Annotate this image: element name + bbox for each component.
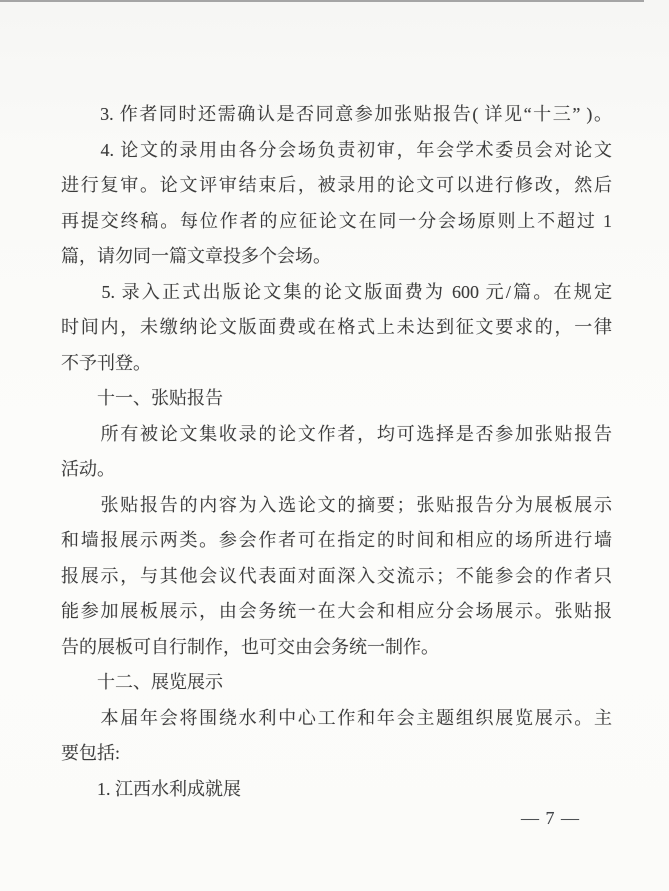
text-line: 4. 论文的录用由各分会场负责初审，年会学术委员会对论文 — [61, 139, 612, 160]
text-line: 报展示，与其他会议代表面对面深入交流示；不能参会的作者只 — [61, 565, 612, 586]
text-line: 活动。 — [61, 459, 115, 479]
text-line: 张贴报告的内容为入选论文的摘要；张贴报告分为展板展示 — [61, 494, 612, 515]
page-number: — 7 — — [521, 808, 580, 828]
text-line: 不予刊登。 — [61, 352, 151, 373]
text-line: 再提交终稿。每位作者的应征论文在同一分会场原则上不超过 1 — [61, 210, 612, 231]
text-line: 所有被论文集收录的论文作者，均可选择是否参加张贴报告 — [61, 423, 612, 444]
document-body — [61, 97, 612, 807]
text-line: 时间内，未缴纳论文版面费或在格式上未达到征文要求的，一律 — [61, 317, 612, 337]
text-line: 进行复审。论文评审结束后，被录用的论文可以进行修改，然后 — [61, 175, 612, 195]
text-line: 要包括: — [61, 743, 121, 763]
text-line: 本届年会将围绕水利中心工作和年会主题组织展览展示。主 — [61, 707, 612, 728]
text-line: 和墙报展示两类。参会作者可在指定的时间和相应的场所进行墙 — [61, 530, 612, 550]
text-line: 3. 作者同时还需确认是否同意参加张贴报告( 详见“十三” )。 — [61, 104, 612, 124]
text-line: 1. 江西水利成就展 — [61, 778, 241, 799]
scan-edge-artifact — [0, 0, 644, 2]
text-line: 十二、展览展示 — [61, 672, 223, 692]
text-line: 篇，请勿同一篇文章投多个会场。 — [61, 246, 331, 266]
text-line: 告的展板可自行制作，也可交由会务统一制作。 — [61, 636, 439, 657]
text-line: 十一、张贴报告 — [61, 388, 223, 408]
text-line: 能参加展板展示，由会务统一在大会和相应分会场展示。张贴报 — [61, 601, 612, 621]
text-line: 5. 录入正式出版论文集的论文版面费为 600 元/篇。在规定 — [61, 281, 612, 302]
